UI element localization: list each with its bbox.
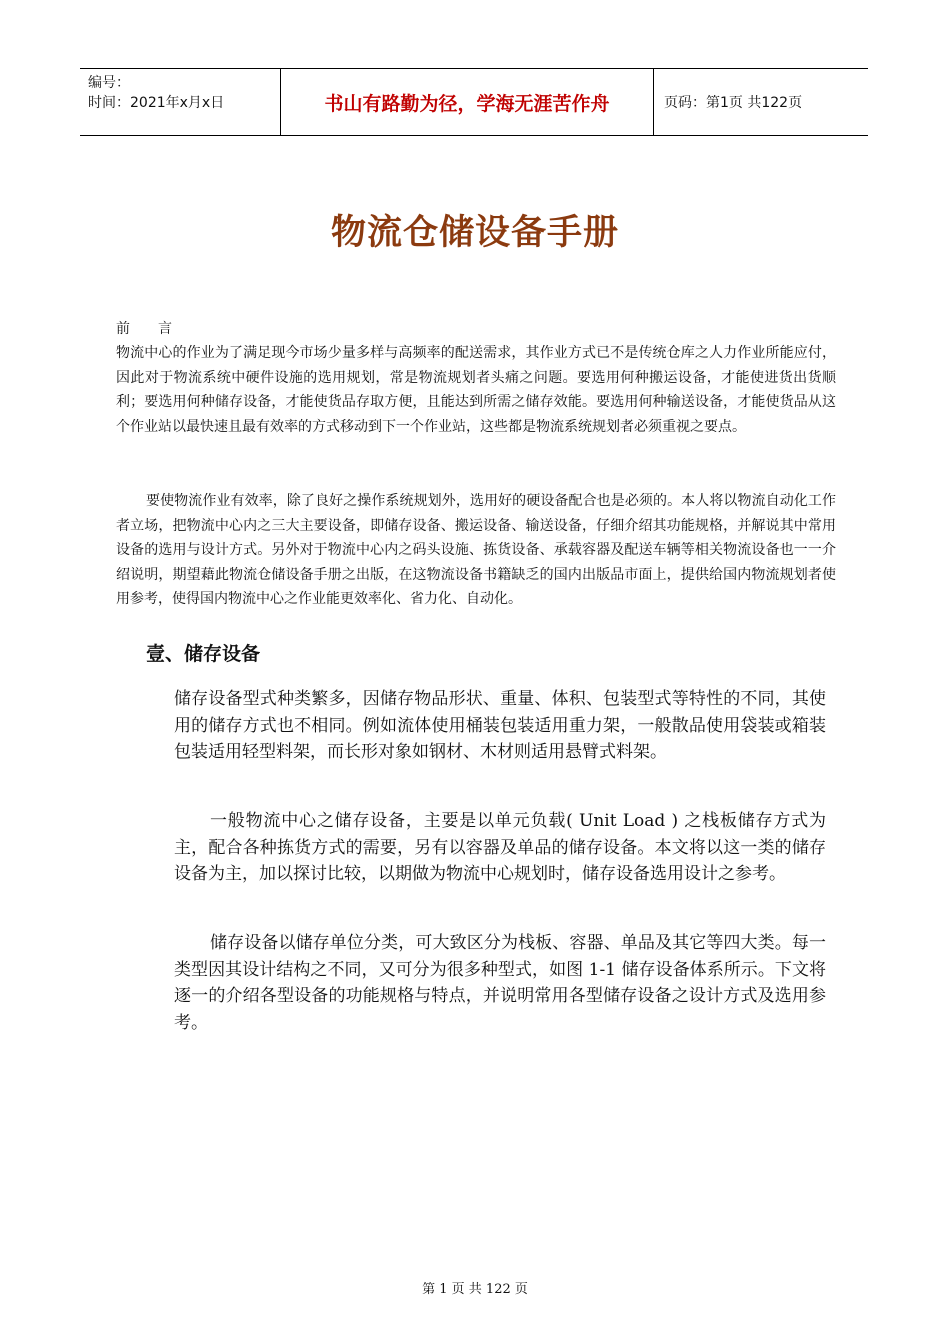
preface-heading <box>116 318 172 338</box>
section-paragraph-1: 储存设备型式种类繁多，因储存物品形状、重量、体积、包装型式等特性的不同，其使用的储存方式也不相同。例如流体使用桶装包装适用重力架，一般散品使用袋装或箱装包装适用轻型料架，而长形对象如钢材、木材则适用悬臂式料架。 <box>174 689 826 763</box>
preface-paragraph-1: 物流中心的作业为了满足现今市场少量多样与高频率的配送需求，其作业方式已不是传统仓库之人力作业所能应付，因此对于物流系统中硬件设施的选用规划，常是物流规划者头痛之问题。要选用何种搬运设备，才能使进货出货顺利；要选用何种储存设备，才能使货品存取方便，且能达到所需之储存效能。要选用何种输送设备，才能使货品从这个作业站以最快速且最有效率的方式移动到下一个作业站，这些都是物流系统规划者必须重视之要点。 <box>116 345 836 435</box>
document-title: 物流仓储设备手册 <box>330 213 619 253</box>
document-number-label: 编号： <box>88 75 130 91</box>
preface-heading-first-char: 前 <box>116 321 130 337</box>
page-footer: 第 1 页 共 122 页 <box>422 1282 528 1297</box>
section-heading-storage-equipment: 壹、储存设备 <box>146 643 261 665</box>
preface-heading-second-char: 言 <box>158 321 172 337</box>
header-page-info: 页码：第1页 共122页 <box>664 95 803 111</box>
section-paragraph-2: 一般物流中心之储存设备，主要是以单元负载( Unit Load ) 之栈板储存方式为主，配合各种拣货方式的需要，另有以容器及单品的储存设备。本文将以这一类的储存设备为主，加以探讨比较，以期做为物流中心规划时，储存设备选用设计之参考。 <box>174 811 826 885</box>
header-meta-cell <box>80 69 281 135</box>
header-motto: 书山有路勤为径，学海无涯苦作舟 <box>281 69 654 135</box>
header-table <box>80 68 868 136</box>
section-paragraph-3: 储存设备以储存单位分类，可大致区分为栈板、容器、单品及其它等四大类。每一类型因其设计结构之不同，又可分为很多种型式，如图 1-1 储存设备体系所示。下文将逐一的介绍各型设备的功能规格与特点，并说明常用各型储存设备之设计方式及选用参考。 <box>174 933 826 1033</box>
preface-paragraph-2: 要使物流作业有效率，除了良好之操作系统规划外，选用好的硬设备配合也是必须的。本人将以物流自动化工作者立场，把物流中心内之三大主要设备，即储存设备、搬运设备、输送设备，仔细介绍其功能规格，并解说其中常用设备的选用与设计方式。另外对于物流中心内之码头设施、拣货设备、承载容器及配送车辆等相关物流设备也一一介绍说明，期望藉此物流仓储设备手册之出版，在这物流设备书籍缺乏的国内出版品市面上，提供给国内物流规划者使用参考，使得国内物流中心之作业能更效率化、省力化、自动化。 <box>116 493 836 608</box>
document-time-label: 时间：2021年x月x日 <box>88 95 225 111</box>
